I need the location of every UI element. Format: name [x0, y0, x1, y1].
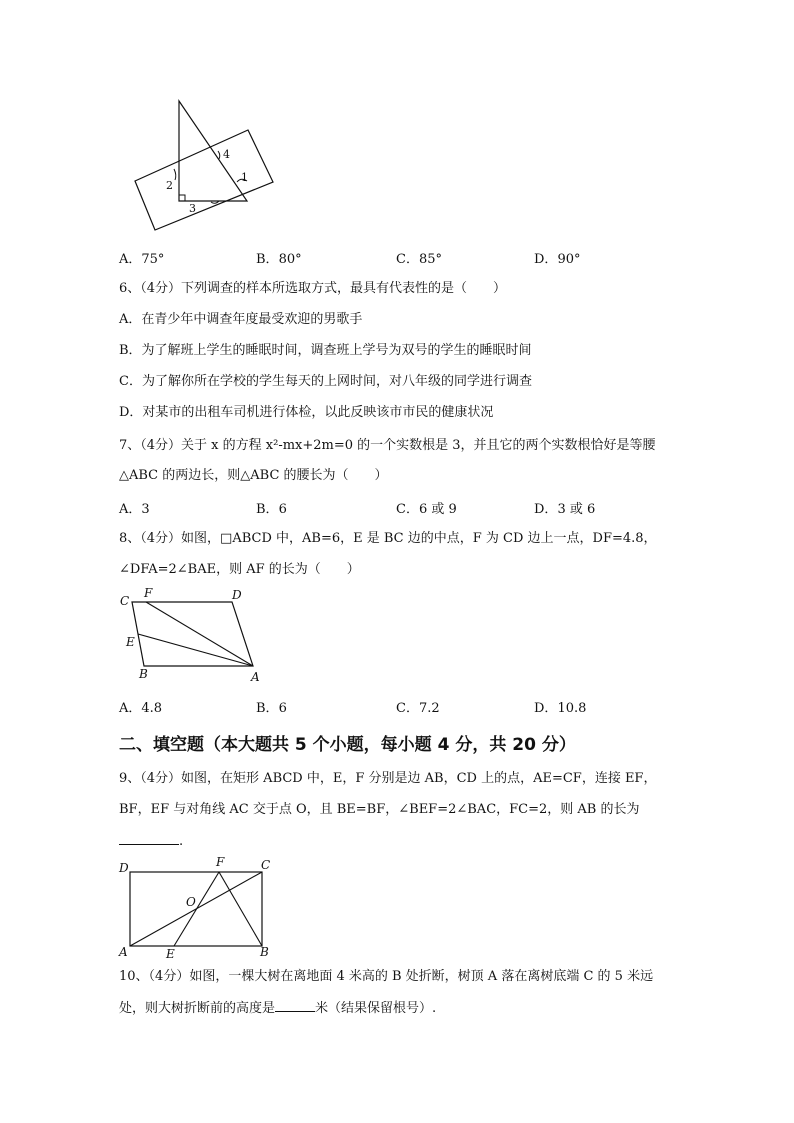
- q6-option-a[interactable]: A．在青少年中调查年度最受欢迎的男歌手: [119, 312, 363, 327]
- q7-stem-line1: 7、（4分）关于 x 的方程 x²-mx+2m=0 的一个实数根是 3，并且它的两个实数根恰好是等腰: [119, 438, 656, 453]
- q6-option-d[interactable]: D．对某市的出租车司机进行体检，以此反映该市市民的健康状况: [119, 405, 494, 420]
- q8-parallelogram: [132, 602, 253, 666]
- q8-segment-ea: [138, 634, 253, 666]
- q9-stem-line3: .: [119, 832, 183, 851]
- q8-segment-fa: [146, 602, 253, 666]
- q6-stem: 6、（4分）下列调查的样本所选取方式，最具有代表性的是（ ）: [119, 281, 507, 296]
- q5-label-2: 2: [166, 179, 173, 192]
- q8-label-d: D: [232, 588, 242, 602]
- q7-option-b[interactable]: B．6: [256, 502, 287, 517]
- q9-label-c: C: [261, 858, 271, 872]
- q8-options: [119, 697, 679, 715]
- q5-strip: [135, 130, 273, 230]
- q5-right-angle-mark: [179, 195, 185, 201]
- q9-label-b: B: [260, 945, 269, 959]
- q9-label-a: A: [119, 945, 128, 959]
- q5-figure: [125, 95, 285, 235]
- section-heading: 二、填空题（本大题共 5 个小题，每小题 4 分，共 20 分）: [119, 735, 576, 755]
- q7-option-d[interactable]: D．3 或 6: [534, 502, 596, 517]
- q9-stem-line2: BF，EF 与对角线 AC 交于点 O，且 BE=BF，∠BEF=2∠BAC，FC=2，则 AB 的长为: [119, 802, 640, 817]
- q9-label-o: O: [186, 895, 196, 909]
- q8-stem-line1: 8、（4分）如图，□ABCD 中，AB=6，E 是 BC 边的中点，F 为 CD 边上一点，DF=4.8，: [119, 531, 657, 546]
- q9-stem-line1: 9、（4分）如图，在矩形 ABCD 中，E，F 分别是边 AB，CD 上的点，AE=CF，连接 EF，: [119, 771, 657, 786]
- q5-option-c[interactable]: C．85°: [396, 252, 442, 267]
- q7-stem-line2: △ABC 的两边长，则△ABC 的腰长为（ ）: [119, 468, 388, 483]
- q9-label-f: F: [216, 855, 225, 869]
- q8-label-a: A: [251, 670, 260, 684]
- q6-option-c[interactable]: C．为了解你所在学校的学生每天的上网时间，对八年级的同学进行调查: [119, 374, 532, 389]
- q9-segment-bf: [219, 872, 262, 946]
- q5-options: [119, 248, 679, 266]
- q5-option-b[interactable]: B．80°: [256, 252, 302, 267]
- q5-label-1: 1: [241, 171, 248, 184]
- q8-label-f: F: [144, 586, 153, 600]
- q8-option-c[interactable]: C．7.2: [396, 701, 440, 716]
- q8-option-d[interactable]: D．10.8: [534, 701, 587, 716]
- q5-angle-arc-2: [174, 169, 176, 180]
- q5-triangle: [179, 101, 247, 201]
- q7-options: [119, 498, 679, 516]
- q8-stem-line2: ∠DFA=2∠BAE，则 AF 的长为（ ）: [119, 562, 360, 577]
- q9-answer-blank[interactable]: [119, 832, 179, 845]
- q10-stem-line1: 10、（4分）如图，一棵大树在离地面 4 米高的 B 处折断，树顶 A 落在离树底端 C 的 5 米远: [119, 969, 654, 984]
- q8-label-b: B: [139, 667, 148, 681]
- q10-answer-blank[interactable]: [275, 999, 315, 1012]
- q8-label-c: C: [120, 594, 130, 608]
- q9-figure: [116, 855, 281, 965]
- q8-option-a[interactable]: A．4.8: [119, 701, 163, 716]
- q10-stem-line2: 处，则大树折断前的高度是 米（结果保留根号）.: [119, 1001, 437, 1016]
- q8-figure: [118, 586, 268, 686]
- q6-option-b[interactable]: B．为了解班上学生的睡眠时间，调查班上学号为双号的学生的睡眠时间: [119, 343, 532, 358]
- q9-label-e: E: [166, 947, 175, 961]
- q7-option-c[interactable]: C．6 或 9: [396, 502, 457, 517]
- q8-label-e: E: [126, 635, 135, 649]
- q5-label-4: 4: [223, 148, 230, 161]
- q5-label-3: 3: [189, 202, 196, 215]
- q9-label-d: D: [119, 861, 129, 875]
- q5-option-d[interactable]: D．90°: [534, 252, 581, 267]
- q7-option-a[interactable]: A．3: [119, 502, 150, 517]
- q8-option-b[interactable]: B．6: [256, 701, 287, 716]
- q5-option-a[interactable]: A．75°: [119, 252, 165, 267]
- q9-segment-ef: [174, 872, 219, 946]
